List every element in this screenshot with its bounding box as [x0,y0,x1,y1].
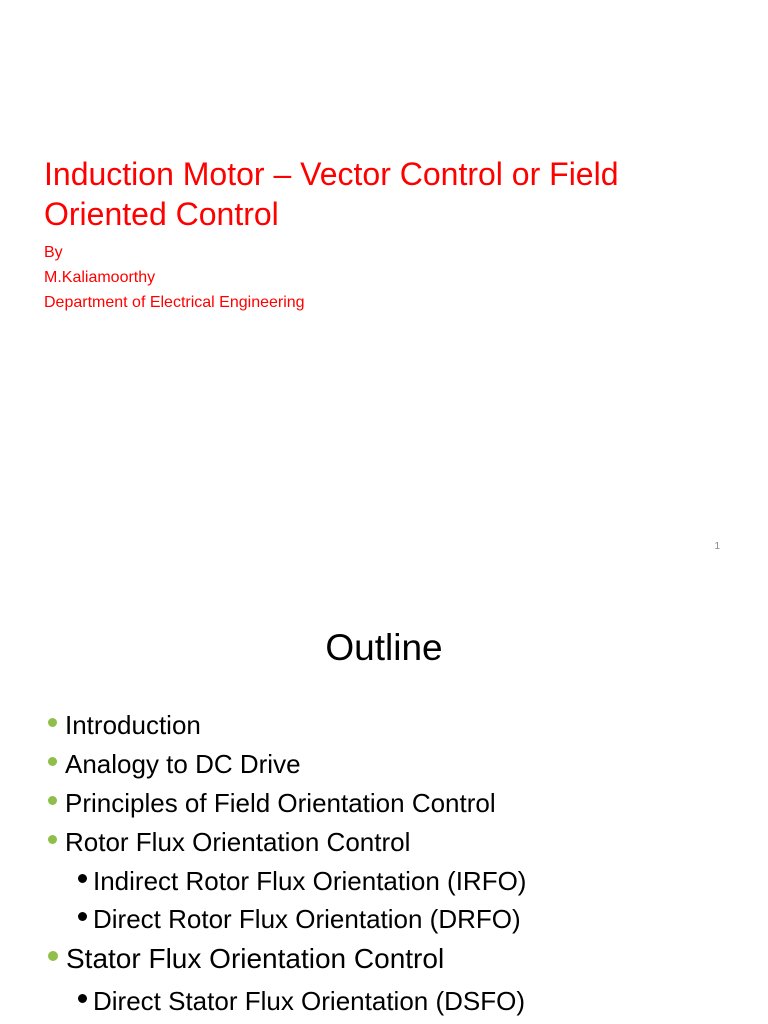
bullet-icon [78,912,87,921]
outline-title: Outline [325,627,443,668]
bullet-icon [78,994,87,1003]
bullet-icon [78,874,87,883]
list-item-label: Indirect Rotor Flux Orientation (IRFO) [93,866,527,896]
department-name: Department of Electrical Engineering [44,294,305,311]
page-number: 1 [714,541,720,552]
bullet-icon [48,718,57,727]
list-item-label: Direct Rotor Flux Orientation (DRFO) [93,904,521,934]
list-item-label: Principles of Field Orientation Control [65,788,496,818]
byline-by: By [44,244,63,261]
slide-title-line-2: Oriented Control [44,196,279,232]
bullet-icon [48,796,57,805]
list-item [78,862,526,900]
list-item-label: Introduction [65,710,201,740]
list-item [48,784,496,822]
list-item-label: Analogy to DC Drive [65,749,301,779]
byline [44,240,305,315]
list-item-label: Direct Stator Flux Orientation (DSFO) [93,986,525,1016]
bullet-icon [48,757,57,766]
bullet-icon [48,835,57,844]
list-item-label: Stator Flux Orientation Control [66,943,445,974]
slide-title-line-1: Induction Motor – Vector Control or Field [44,156,619,192]
list-item [48,823,410,861]
slide-title [44,154,744,234]
list-item [48,745,301,783]
bullet-icon [48,951,58,961]
list-item [48,706,201,744]
list-item-label: Rotor Flux Orientation Control [65,827,411,857]
author-name: M.Kaliamoorthy [44,269,156,286]
list-item [78,900,521,938]
list-item [48,940,444,978]
list-item [78,982,525,1020]
